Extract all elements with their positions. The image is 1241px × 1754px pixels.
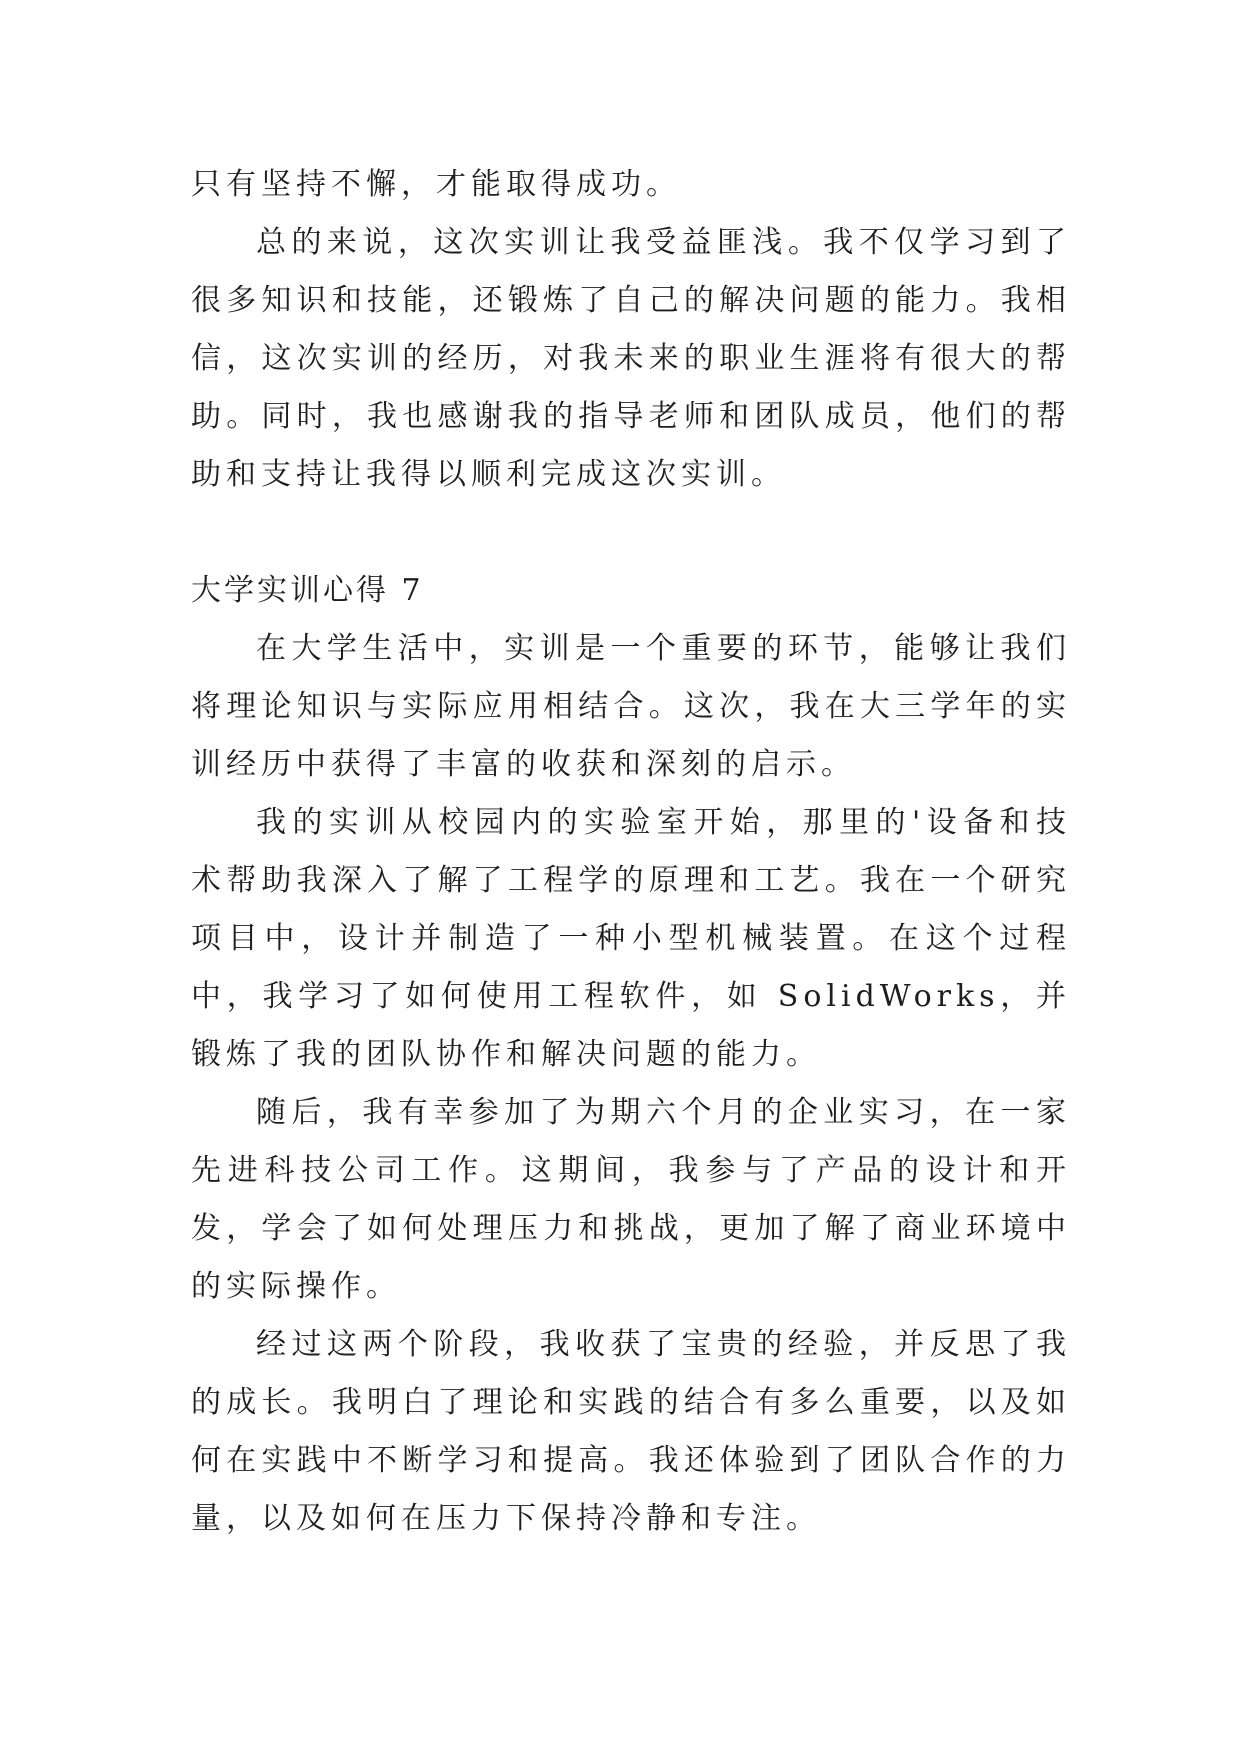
document-body	[191, 156, 1071, 1548]
paragraph-reflection: 经过这两个阶段，我收获了宝贵的经验，并反思了我的成长。我明白了理论和实践的结合有多么重要，以及如何在实践中不断学习和提高。我还体验到了团队合作的力量，以及如何在压力下保持冷静和专注。	[191, 1327, 1071, 1536]
section-heading: 大学实训心得 7	[191, 573, 424, 608]
paragraph-intro: 在大学生活中，实训是一个重要的环节，能够让我们将理论知识与实际应用相结合。这次，我在大三学年的实训经历中获得了丰富的收获和深刻的启示。	[191, 631, 1071, 782]
paragraph-summary: 总的来说，这次实训让我受益匪浅。我不仅学习到了很多知识和技能，还锻炼了自己的解决问题的能力。我相信，这次实训的经历，对我未来的职业生涯将有很大的帮助。同时，我也感谢我的指导老师和团队成员，他们的帮助和支持让我得以顺利完成这次实训。	[191, 225, 1071, 492]
paragraph-internship: 随后，我有幸参加了为期六个月的企业实习，在一家先进科技公司工作。这期间，我参与了产品的设计和开发，学会了如何处理压力和挑战，更加了解了商业环境中的实际操作。	[191, 1095, 1071, 1304]
paragraph-lab: 我的实训从校园内的实验室开始，那里的'设备和技术帮助我深入了解了工程学的原理和工艺。我在一个研究项目中，设计并制造了一种小型机械装置。在这个过程中，我学习了如何使用工程软件，如 SolidWorks，并锻炼了我的团队协作和解决问题的能力。	[191, 805, 1071, 1072]
paragraph-continuation: 只有坚持不懈，才能取得成功。	[191, 167, 681, 202]
